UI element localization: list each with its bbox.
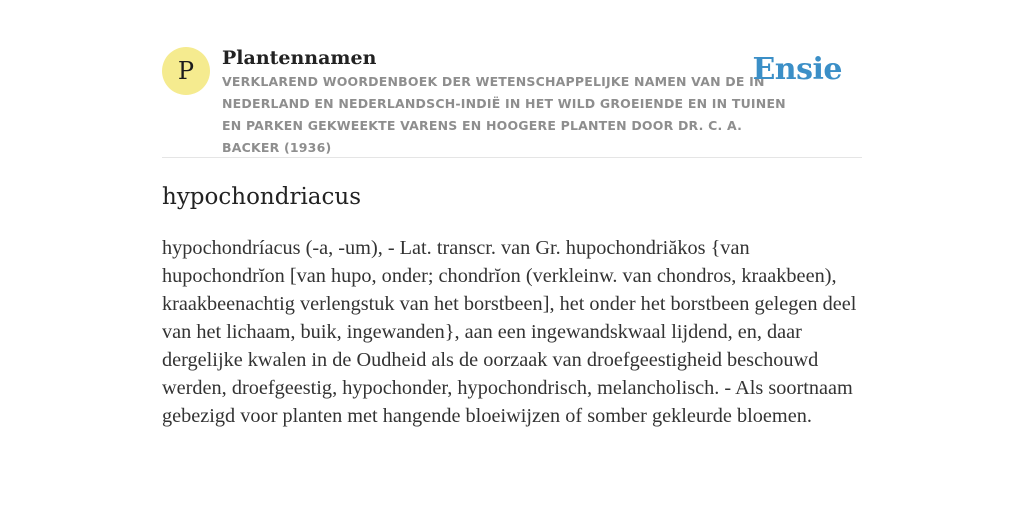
site-logo[interactable]: P [162,47,210,95]
site-header [162,0,862,158]
page-container [162,0,862,512]
entry-title: hypochondriacus [162,184,362,210]
site-subtitle: VERKLAREND WOORDENBOEK DER WETENSCHAPPELIJKE NAMEN VAN DE IN NEDERLAND EN NEDERLANDSCH-INDIË IN HET WILD GROEIENDE EN IN TUINEN EN PARKEN GEKWEEKTE VARENS EN HOOGERE PLANTEN DOOR DR. C. A. BACKER (1936) [222,74,786,155]
brand-logo[interactable]: Ensie [752,52,842,87]
entry-definition: hypochondríacus (-a, -um), - Lat. transcr. van Gr. hupochondriăkos {van hupochondrĭon [van hupo, onder; chondrĭon (verkleinw. van chondros, kraakbeen), kraakbeenachtig verlengstuk van het borstbeen], het onder het borstbeen gelegen deel van het lichaam, buik, ingewanden}, aan een ingewandskwaal lijdend, en, daar dergelijke kwalen in de Oudheid als de oorzaak van droefgeestigheid beschouwd werden, droefgeestig, hypochonder, hypochondrisch, melancholisch. - Als soortnaam gebezigd voor planten met hangende bloeiwijzen of somber gekleurde bloemen. [162,237,857,427]
site-title[interactable]: Plantennamen [222,47,377,69]
